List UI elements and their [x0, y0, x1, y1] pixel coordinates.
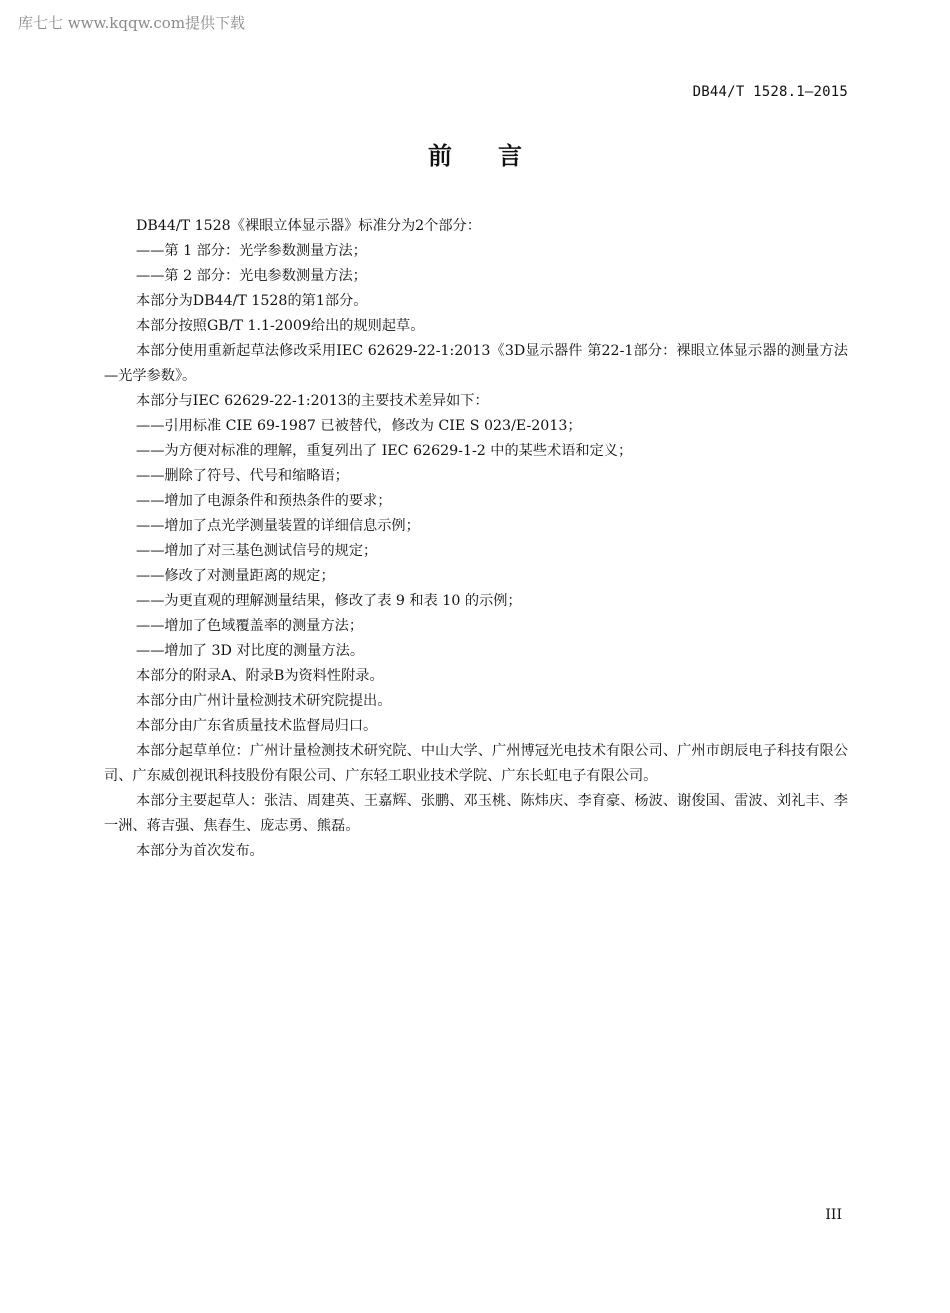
difference-item: ——为更直观的理解测量结果，修改了表 9 和表 10 的示例；: [136, 593, 522, 609]
paragraph-drafting-units: 本部分起草单位：广州计量检测技术研究院、中山大学、广州博冠光电技术有限公司、广州市朗辰电子科技有限公司、广东威创视讯科技股份有限公司、广东轻工职业技术学院、广东长虹电子有限公司。: [104, 743, 848, 784]
paragraph-adoption: 本部分使用重新起草法修改采用IEC 62629-22-1:2013《3D显示器件 第22-1部分：裸眼立体显示器的测量方法—光学参数》。: [104, 343, 848, 384]
difference-item: ——增加了对三基色测试信号的规定；: [136, 543, 378, 559]
difference-item: ——增加了 3D 对比度的测量方法。: [136, 643, 365, 659]
paragraph-centralized: 本部分由广东省质量技术监督局归口。: [136, 718, 378, 734]
paragraph-drafting-rules: 本部分按照GB/T 1.1-2009给出的规则起草。: [136, 318, 425, 334]
paragraph-part-1: ——第 1 部分：光学参数测量方法；: [136, 243, 367, 259]
paragraph-drafters: 本部分主要起草人：张洁、周建英、王嘉辉、张鹏、邓玉桃、陈炜庆、李育豪、杨波、谢俊国、雷波、刘礼丰、李一洲、蒋吉强、焦春生、庞志勇、熊磊。: [104, 793, 848, 834]
document-number: DB44/T 1528.1—2015: [692, 84, 848, 100]
paragraph-this-part: 本部分为DB44/T 1528的第1部分。: [136, 293, 368, 309]
paragraph-proposer: 本部分由广州计量检测技术研究院提出。: [136, 693, 392, 709]
foreword-body: [104, 214, 848, 864]
difference-item: ——增加了点光学测量装置的详细信息示例；: [136, 518, 420, 534]
paragraph-first-release: 本部分为首次发布。: [136, 843, 264, 859]
difference-item: ——删除了符号、代号和缩略语；: [136, 468, 349, 484]
page-number: III: [825, 1207, 842, 1223]
difference-item: ——增加了色域覆盖率的测量方法；: [136, 618, 364, 634]
paragraph-annexes: 本部分的附录A、附录B为资料性附录。: [136, 668, 384, 684]
difference-item: ——为方便对标准的理解，重复列出了 IEC 62629-1-2 中的某些术语和定义；: [136, 443, 633, 459]
paragraph-differences-intro: 本部分与IEC 62629-22-1:2013的主要技术差异如下：: [136, 393, 489, 409]
paragraph-parts-intro: DB44/T 1528《裸眼立体显示器》标准分为2个部分：: [136, 218, 481, 234]
difference-item: ——增加了电源条件和预热条件的要求；: [136, 493, 392, 509]
page-title: 前言: [428, 142, 568, 170]
watermark-text: 库七七 www.kqqw.com提供下载: [18, 14, 246, 32]
difference-item: ——引用标准 CIE 69-1987 已被替代，修改为 CIE S 023/E-2013；: [136, 418, 582, 434]
difference-item: ——修改了对测量距离的规定；: [136, 568, 335, 584]
paragraph-part-2: ——第 2 部分：光电参数测量方法；: [136, 268, 367, 284]
